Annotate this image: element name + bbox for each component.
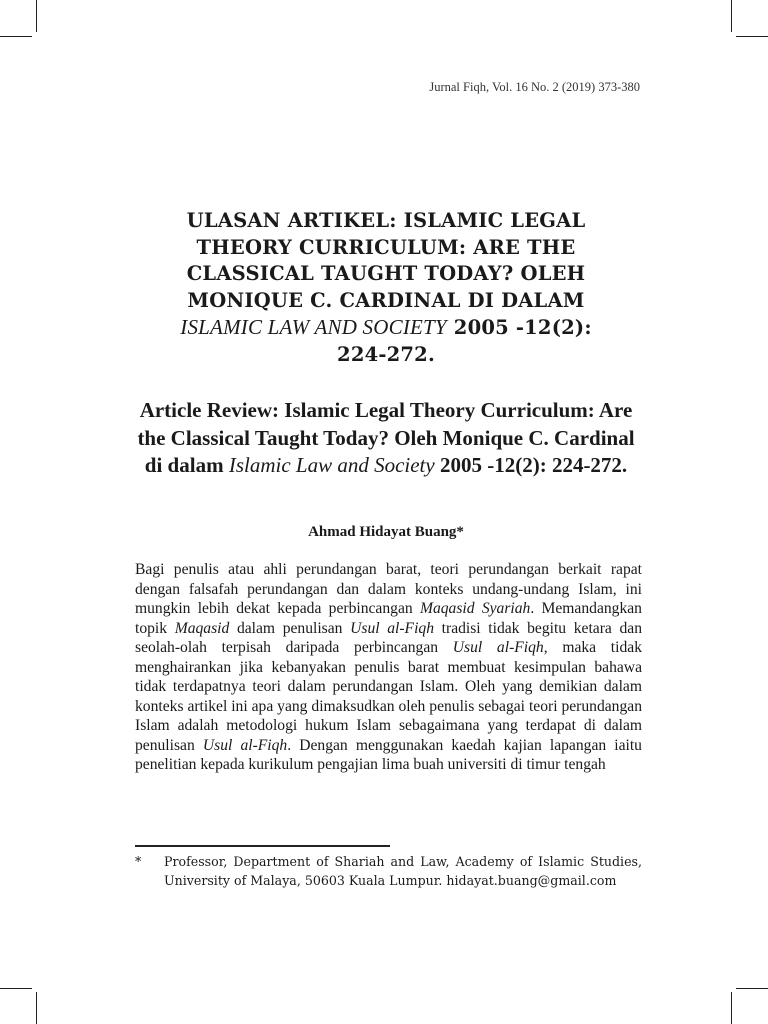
body-paragraph bbox=[135, 560, 642, 775]
crop-mark-top-right-vertical bbox=[731, 0, 732, 32]
title-line: ULASAN ARTIKEL: ISLAMIC LEGAL bbox=[186, 209, 586, 232]
body-text-run: dalam penulisan bbox=[229, 619, 351, 637]
author-name: Ahmad Hidayat Buang* bbox=[308, 524, 464, 540]
subtitle-journal-italic: Islamic Law and Society bbox=[228, 453, 435, 477]
title-line: MONIQUE C. CARDINAL DI DALAM bbox=[187, 288, 585, 312]
running-head: Jurnal Fiqh, Vol. 16 No. 2 (2019) 373-380 bbox=[429, 80, 640, 94]
title-line: CLASSICAL TAUGHT TODAY? OLEH bbox=[186, 262, 586, 285]
body-text-run: . Memandangkan topik bbox=[135, 600, 642, 637]
subtitle-text: Article Review: Islamic Legal Theory Curriculum: Are the Classical Taught Today? Oleh Monique C. Cardinal di dalam bbox=[137, 398, 635, 477]
footnote-marker: * bbox=[135, 854, 142, 869]
body-italic-term: Usul al-Fiqh bbox=[202, 736, 288, 754]
crop-mark-top-left-vertical bbox=[36, 0, 37, 32]
title-journal-italic: ISLAMIC LAW AND SOCIETY bbox=[180, 315, 447, 339]
footnote-text: Professor, Department of Shariah and Law, Academy of Islamic Studies, University of Malaya, 50603 Kuala Lumpur. hidayat.buang@gmail.com bbox=[164, 854, 642, 888]
body-italic-term: Usul al-Fiqh bbox=[350, 619, 435, 637]
crop-mark-top-right-horizontal bbox=[736, 36, 768, 37]
footnote-separator bbox=[135, 845, 390, 847]
crop-mark-bottom-left-vertical bbox=[36, 992, 37, 1024]
article-title bbox=[130, 208, 642, 368]
body-text-run: , maka tidak menghairankan jika kebanyakan penulis barat membuat kesimpulan bahawa tidak terdapatnya teori dalam perundangan Islam. Oleh yang demikian dalam konteks artikel ini apa yang dimaksudkan oleh penulis sebagai teori perundangan Islam adalah metodologi hukum Islam sebagaimana yang terdapat di dalam penulisan bbox=[135, 639, 642, 754]
subtitle-volume: 2005 -12(2): 224-272. bbox=[434, 453, 628, 477]
title-volume: 2005 -12(2): bbox=[446, 316, 592, 339]
body-italic-term: Maqasid Syariah bbox=[419, 600, 531, 617]
crop-mark-bottom-right-vertical bbox=[731, 992, 732, 1024]
article-subtitle bbox=[130, 397, 642, 480]
footnote bbox=[135, 852, 642, 890]
body-text-run: tradisi tidak begitu ketara dan seolah-olah terpisah daripada perbincangan bbox=[135, 619, 642, 656]
title-line: 224-272. bbox=[337, 342, 435, 366]
body-italic-term: Maqasid bbox=[174, 619, 230, 637]
crop-mark-bottom-right-horizontal bbox=[736, 988, 768, 989]
crop-mark-top-left-horizontal bbox=[0, 36, 32, 37]
body-text-run: Bagi penulis atau ahli perundangan barat, teori perundangan berkait rapat dengan falsafah perundangan dan dalam konteks undang-undang Islam, ini mungkin lebih dekat kepada perbincangan bbox=[135, 561, 642, 617]
crop-mark-bottom-left-horizontal bbox=[0, 988, 32, 989]
title-line: THEORY CURRICULUM: ARE THE bbox=[196, 235, 576, 259]
body-italic-term: Usul al-Fiqh bbox=[452, 639, 544, 656]
title-line bbox=[130, 314, 642, 342]
body-text-run: . Dengan menggunakan kaedah kajian lapangan iaitu penelitian kepada kurikulum pengajian lima buah universiti di timur tengah bbox=[135, 736, 642, 773]
